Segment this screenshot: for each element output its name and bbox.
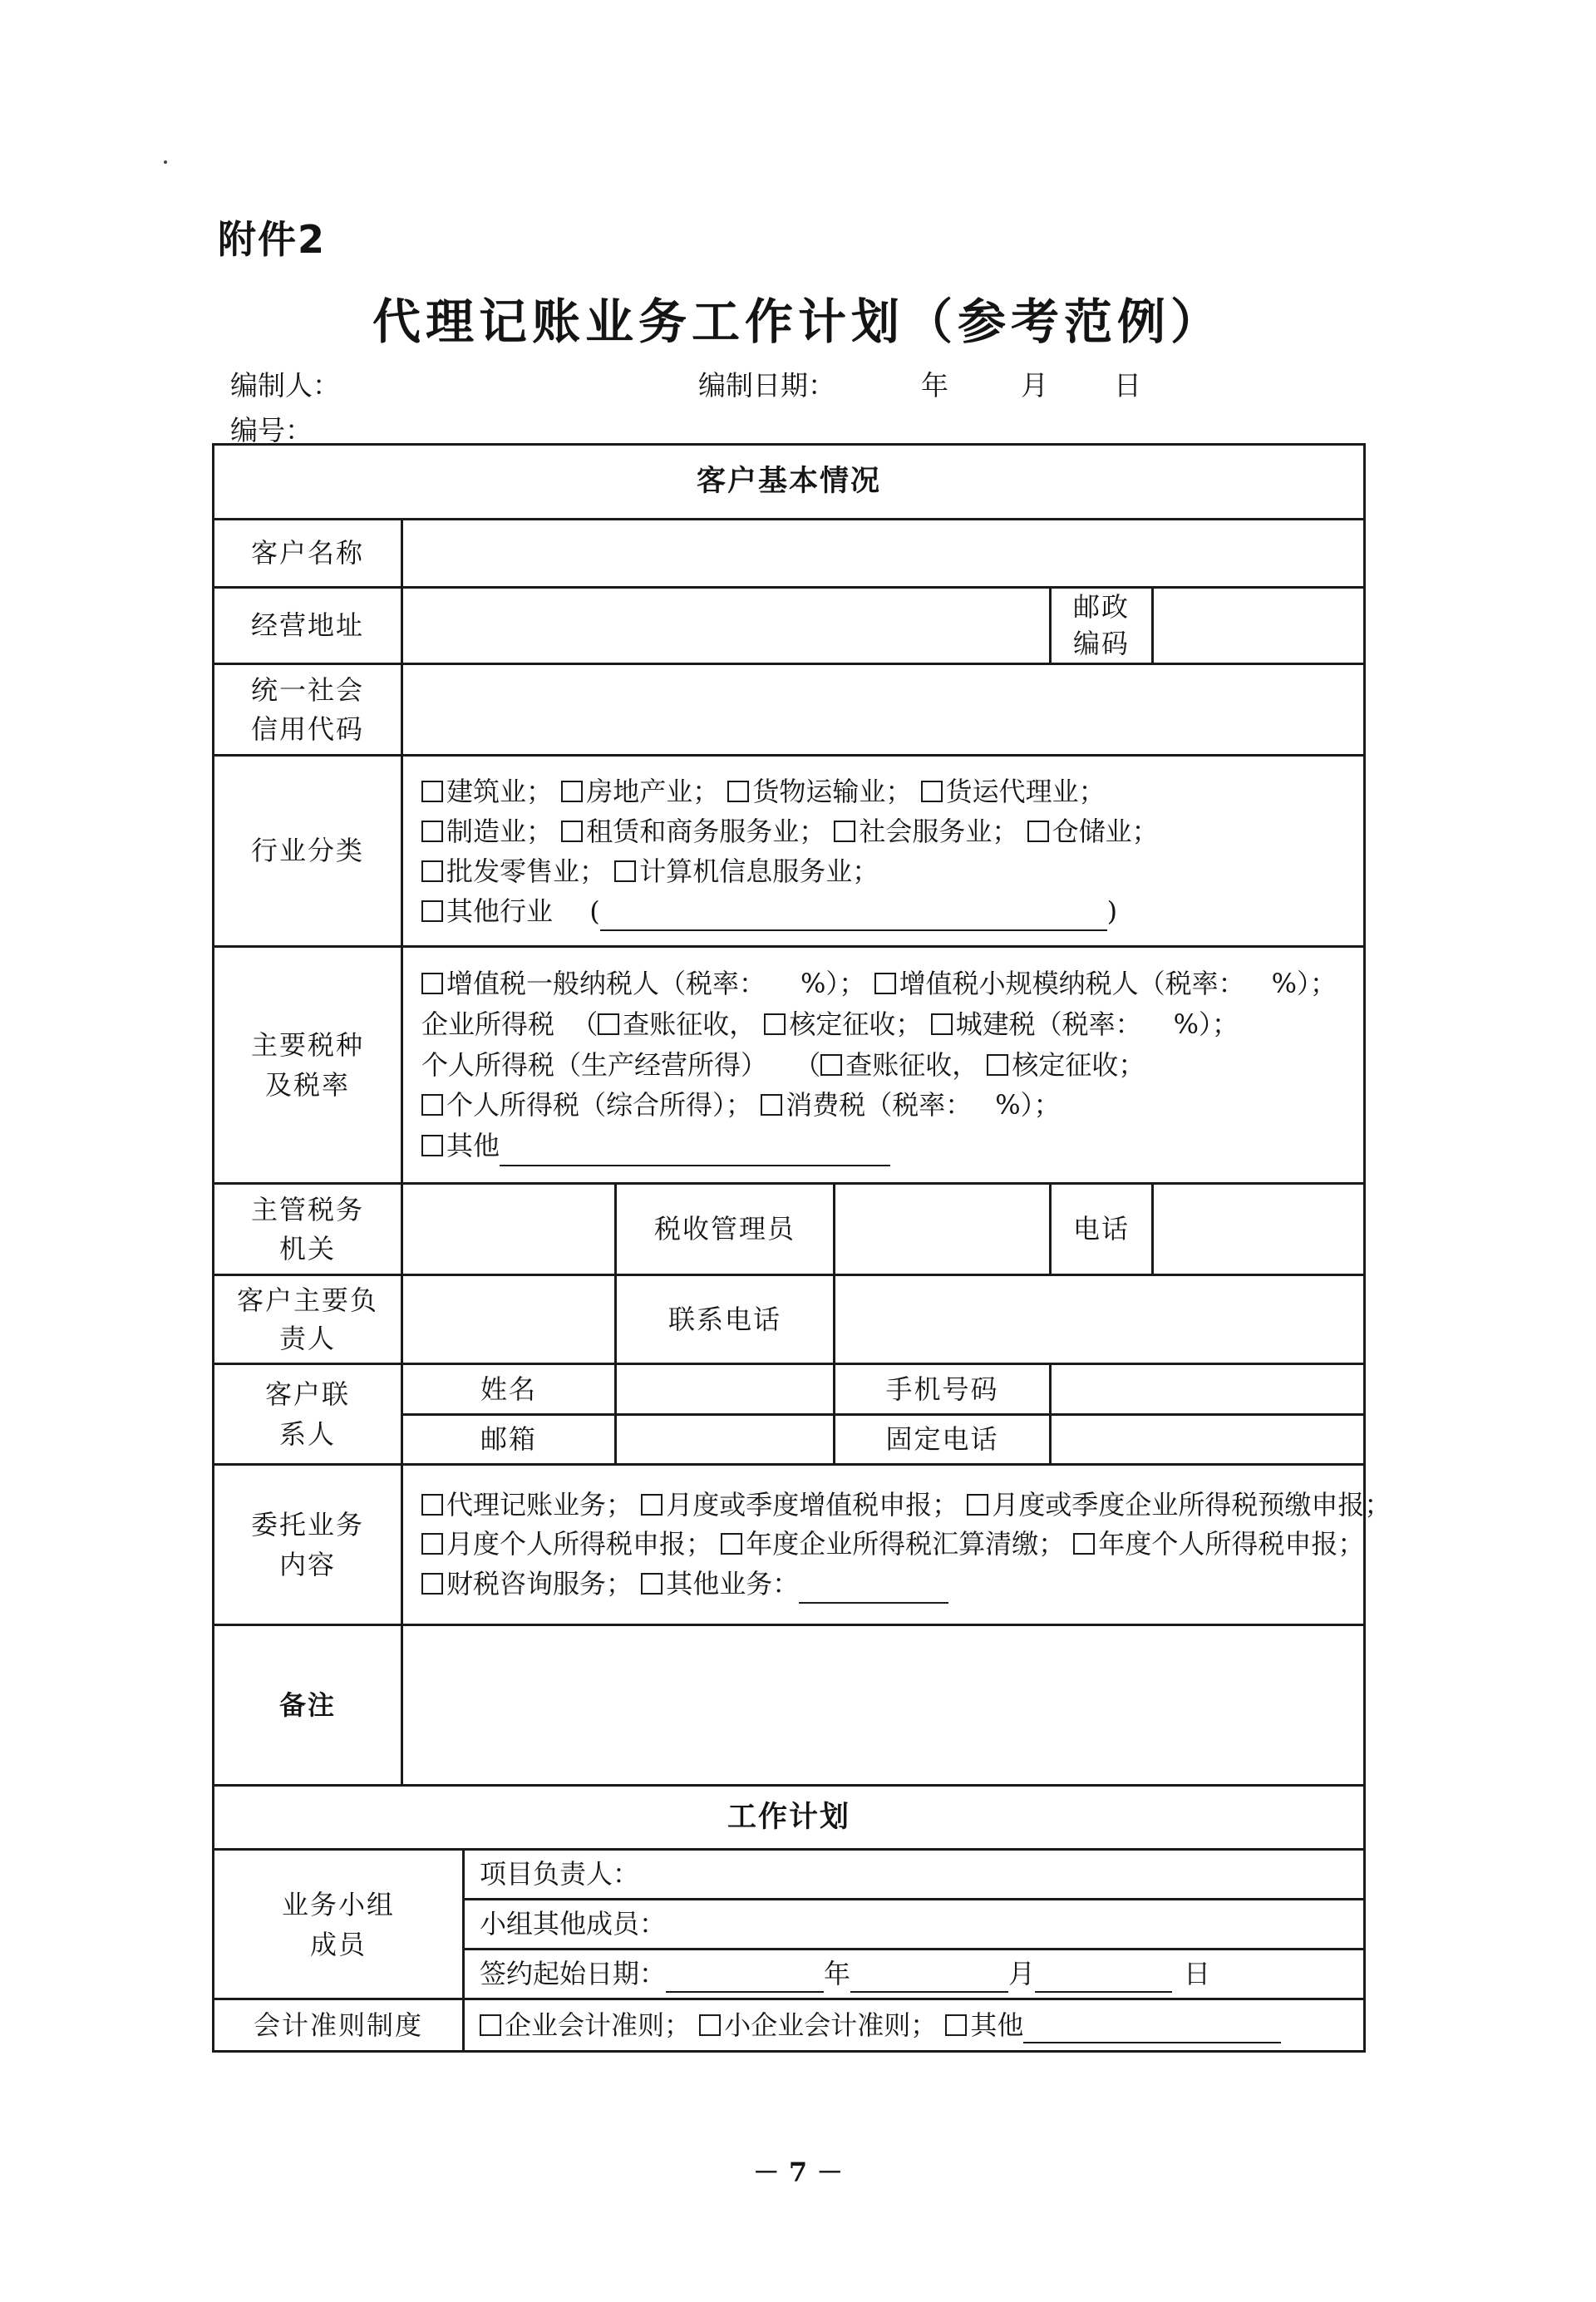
- checkbox-icon: [834, 821, 855, 842]
- checkbox-icon: [480, 2014, 501, 2036]
- principal-field[interactable]: [402, 1275, 616, 1364]
- preparer-label: 编制人：: [230, 369, 340, 402]
- tax-authority-text: 主管税务机关: [250, 1194, 364, 1264]
- contact-label: [214, 1364, 402, 1465]
- service-other-blank[interactable]: [799, 1577, 948, 1604]
- checkbox-icon: [874, 973, 896, 994]
- credit-code-label: [214, 664, 402, 756]
- contact-text: 客户联系人: [264, 1378, 350, 1450]
- checkbox-icon: [421, 821, 443, 842]
- paren-close: ): [1106, 895, 1118, 927]
- accounting-other[interactable]: 其他: [945, 2009, 1023, 2041]
- email-field[interactable]: [616, 1415, 835, 1465]
- tax-label-text: 主要税种及税率: [250, 1029, 364, 1101]
- industry-leasing[interactable]: 租赁和商务服务业；: [561, 816, 825, 847]
- tax-authority-label: [214, 1184, 402, 1275]
- checkbox-icon: [967, 1494, 988, 1516]
- pit-comprehensive[interactable]: 个人所得税（综合所得）；: [421, 1089, 752, 1121]
- cit-assessed[interactable]: 核定征收；: [764, 1008, 922, 1040]
- pit-assessed[interactable]: 核定征收；: [987, 1049, 1145, 1081]
- credit-code-field[interactable]: [402, 664, 1365, 756]
- paren-open: (: [589, 895, 600, 927]
- postal-code-field[interactable]: [1153, 588, 1365, 664]
- service-pit-monthly[interactable]: 月度个人所得税申报；: [421, 1528, 712, 1560]
- prep-date-label: 编制日期：: [698, 369, 835, 402]
- checkbox-icon: [761, 1094, 782, 1116]
- landline-field[interactable]: [1051, 1415, 1365, 1465]
- address-field[interactable]: [402, 588, 1051, 664]
- vat-general[interactable]: 增值税一般纳税人（税率：: [421, 968, 766, 999]
- sign-day-blank[interactable]: [1035, 1966, 1172, 1993]
- industry-real-estate[interactable]: 房地产业；: [561, 776, 719, 807]
- postal-code-text: 邮政编码: [1072, 591, 1130, 659]
- sign-month-blank[interactable]: [850, 1966, 1008, 1993]
- remarks-label: 备注: [214, 1625, 402, 1786]
- page-number: － 7 －: [752, 2157, 844, 2188]
- principal-text: 客户主要负责人: [236, 1284, 378, 1354]
- service-consulting[interactable]: 财税咨询服务；: [421, 1568, 633, 1600]
- checkbox-icon: [421, 1573, 443, 1595]
- service-cit-prepay[interactable]: 月度或季度企业所得税预缴申报；: [967, 1489, 1391, 1521]
- industry-forwarding[interactable]: 货运代理业；: [921, 776, 1106, 807]
- prep-date-year: 年: [921, 369, 948, 402]
- tax-authority-field[interactable]: [402, 1184, 616, 1275]
- checkbox-icon: [421, 1533, 443, 1555]
- checkbox-icon: [421, 781, 443, 802]
- landline-label: 固定电话: [835, 1415, 1051, 1465]
- sign-date-row: 签约起始日期： 年 月 日: [464, 1950, 1365, 1999]
- contact-name-field[interactable]: [616, 1364, 835, 1415]
- consumption-tax[interactable]: 消费税（税率：: [761, 1089, 972, 1121]
- contact-phone-label: 联系电话: [616, 1275, 835, 1364]
- checkbox-icon: [421, 1135, 443, 1156]
- client-section-title: 客户基本情况: [214, 445, 1365, 520]
- tax-label: [214, 947, 402, 1184]
- checkbox-icon: [727, 781, 749, 802]
- other-members-row[interactable]: [464, 1900, 1365, 1950]
- phone-field[interactable]: [1153, 1184, 1365, 1275]
- credit-code-text: 统一社会信用代码: [250, 674, 364, 745]
- industry-social[interactable]: 社会服务业；: [834, 816, 1018, 847]
- team-label: [214, 1850, 464, 1999]
- tax-other[interactable]: 其他: [421, 1130, 500, 1161]
- checkbox-icon: [764, 1013, 786, 1035]
- mobile-field[interactable]: [1051, 1364, 1365, 1415]
- urban-tax[interactable]: 城建税（税率：: [931, 1008, 1142, 1040]
- checkbox-icon: [1073, 1533, 1095, 1555]
- checkbox-icon: [921, 781, 943, 802]
- plan-section-title: 工作计划: [214, 1786, 1365, 1850]
- sign-year-blank[interactable]: [666, 1966, 824, 1993]
- accounting-enterprise[interactable]: 企业会计准则；: [480, 2009, 691, 2041]
- contact-phone-field[interactable]: [835, 1275, 1365, 1364]
- phone-label: 电话: [1051, 1184, 1153, 1275]
- client-name-field[interactable]: [402, 520, 1365, 588]
- pit-business-label: 个人所得税（生产经营所得）: [421, 1048, 768, 1081]
- checkbox-icon: [1027, 821, 1049, 842]
- other-members-label: 小组其他成员：: [480, 1908, 667, 1940]
- industry-construction[interactable]: 建筑业；: [421, 776, 553, 807]
- accounting-other-blank[interactable]: [1023, 2017, 1281, 2043]
- checkbox-icon: [820, 1054, 842, 1076]
- checkbox-icon: [421, 973, 443, 994]
- service-bookkeeping[interactable]: 代理记账业务；: [421, 1489, 633, 1521]
- industry-options: [402, 756, 1365, 947]
- tax-other-blank[interactable]: [500, 1140, 890, 1166]
- accounting-options: [464, 1999, 1365, 2052]
- industry-manufacturing[interactable]: 制造业；: [421, 816, 553, 847]
- remarks-field[interactable]: [402, 1625, 1365, 1786]
- contact-name-label: 姓名: [402, 1364, 616, 1415]
- industry-other[interactable]: 其他行业: [421, 895, 553, 927]
- checkbox-icon: [721, 1533, 742, 1555]
- checkbox-icon: [614, 860, 636, 882]
- checkbox-icon: [641, 1494, 663, 1516]
- checkbox-icon: [421, 900, 443, 922]
- industry-it[interactable]: 计算机信息服务业；: [614, 855, 879, 887]
- address-label: 经营地址: [214, 588, 402, 664]
- checkbox-icon: [421, 1494, 443, 1516]
- checkbox-icon: [561, 821, 583, 842]
- cit-audit[interactable]: 查账征收，: [598, 1008, 756, 1040]
- vat-small[interactable]: 增值税小规模纳税人（税率：: [874, 968, 1245, 999]
- scan-mark: [164, 160, 167, 164]
- email-label: 邮箱: [402, 1415, 616, 1465]
- checkbox-icon: [598, 1013, 619, 1035]
- checkbox-icon: [421, 860, 443, 882]
- service-vat-filing[interactable]: 月度或季度增值税申报；: [641, 1489, 958, 1521]
- checkbox-icon: [421, 1094, 443, 1116]
- client-name-label: 客户名称: [214, 520, 402, 588]
- project-lead-label: 项目负责人：: [480, 1858, 640, 1890]
- checkbox-icon: [641, 1573, 663, 1595]
- services-label: [214, 1465, 402, 1625]
- accounting-label: 会计准则制度: [214, 1999, 464, 2052]
- tax-officer-label: 税收管理员: [616, 1184, 835, 1275]
- pit-audit[interactable]: 查账征收，: [820, 1049, 978, 1081]
- service-other[interactable]: 其他业务：: [641, 1568, 799, 1600]
- service-cit-annual[interactable]: 年度企业所得税汇算清缴；: [721, 1528, 1065, 1560]
- services-text: 委托业务内容: [250, 1509, 364, 1580]
- checkbox-icon: [561, 781, 583, 802]
- services-options: [402, 1465, 1392, 1625]
- tax-officer-field[interactable]: [835, 1184, 1051, 1275]
- accounting-small[interactable]: 小企业会计准则；: [699, 2009, 937, 2041]
- checkbox-icon: [699, 2014, 721, 2036]
- postal-code-label: [1051, 588, 1153, 664]
- prep-date-month: 月: [1021, 369, 1048, 402]
- industry-freight[interactable]: 货物运输业；: [727, 776, 912, 807]
- page-title: 代理记账业务工作计划（参考范例）: [372, 293, 1224, 350]
- number-label: 编号：: [230, 414, 313, 446]
- checkbox-icon: [945, 2014, 967, 2036]
- sign-date-label: 签约起始日期：: [480, 1958, 667, 1990]
- service-pit-annual[interactable]: 年度个人所得税申报；: [1073, 1528, 1364, 1560]
- checkbox-icon: [987, 1054, 1008, 1076]
- principal-label: [214, 1275, 402, 1364]
- cit-label: 企业所得税: [421, 1008, 555, 1041]
- mobile-label: 手机号码: [835, 1364, 1051, 1415]
- industry-label: 行业分类: [214, 756, 402, 947]
- industry-warehousing[interactable]: 仓储业；: [1027, 816, 1159, 847]
- plan-form: [212, 443, 1392, 2053]
- project-lead-row[interactable]: [464, 1850, 1365, 1900]
- team-text: 业务小组成员: [281, 1888, 395, 1960]
- prep-date-day: 日: [1114, 369, 1141, 402]
- attachment-label: 附件2: [218, 217, 327, 262]
- industry-other-blank[interactable]: [600, 905, 1107, 931]
- checkbox-icon: [931, 1013, 953, 1035]
- tax-options: 增值税一般纳税人（税率： %）； 增值税小规模纳税人（税率： %）； 企业所得税 （ 查账征收， 核定征收； 城建税（税率： %）； 个人所得税（生产经营所得） （ 查账征收， 核定征收； 个人所得税（综合所得）； 消费税（税率： %）； 其他: [402, 947, 1365, 1184]
- industry-wholesale[interactable]: 批发零售业；: [421, 855, 606, 887]
